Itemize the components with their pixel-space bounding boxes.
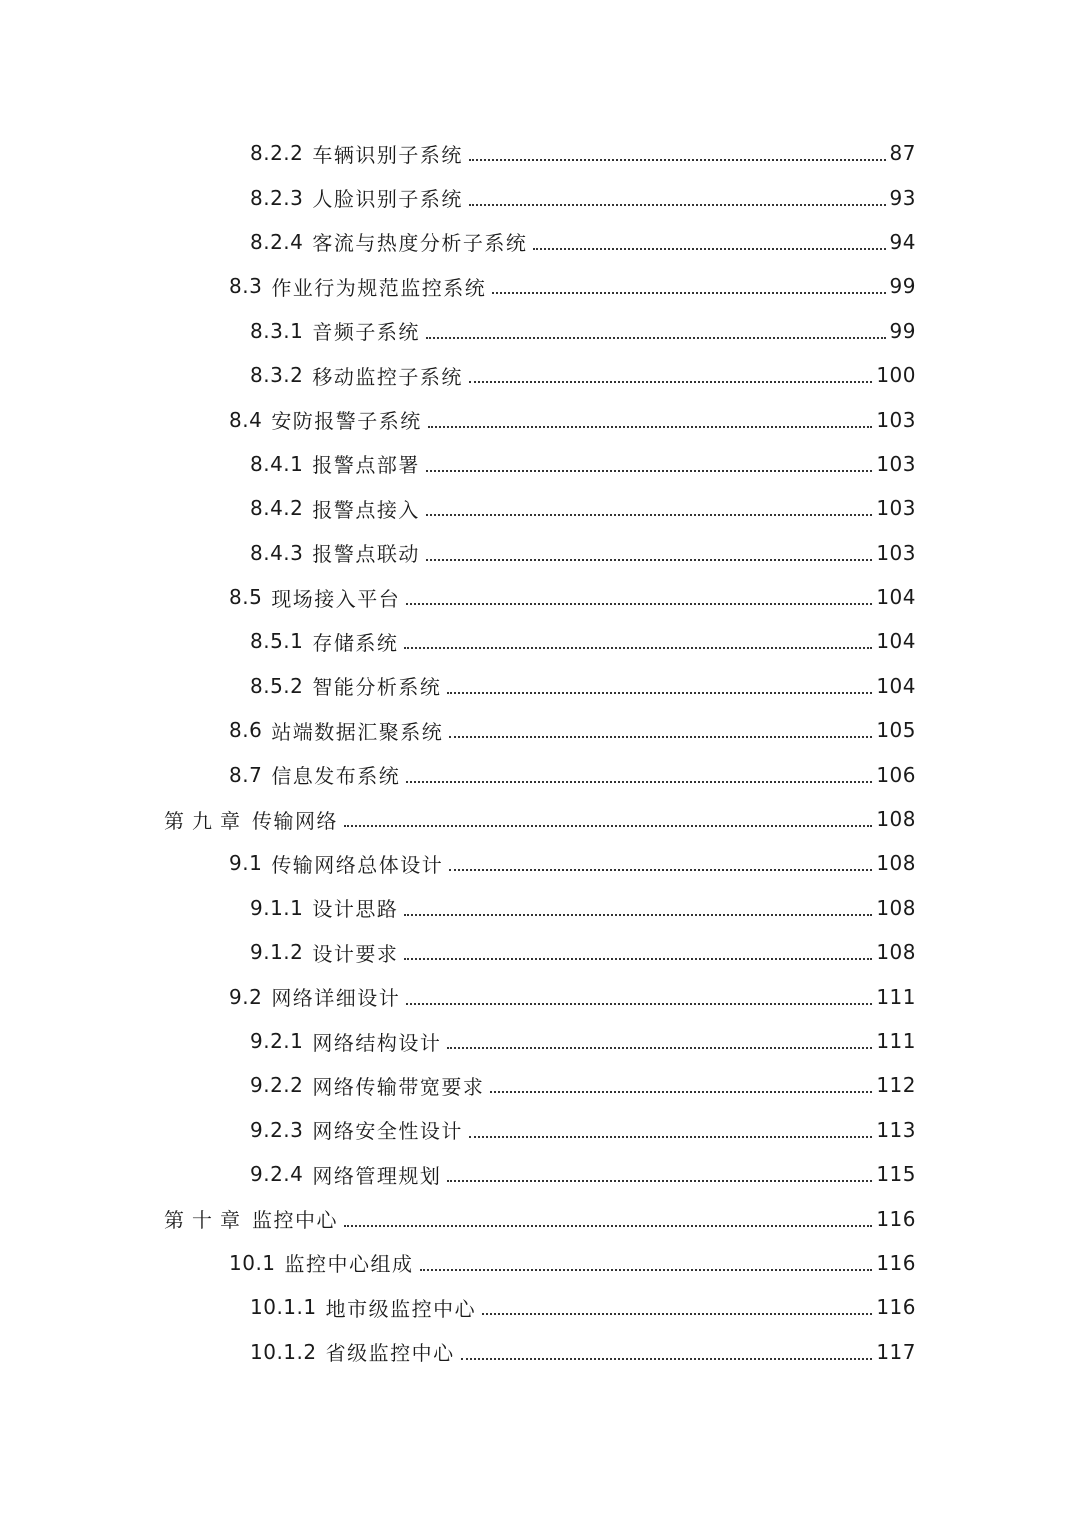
- toc-entry-section: [0, 397, 1080, 441]
- toc-dot-leader: [404, 914, 872, 916]
- toc-entry-section: [0, 841, 1080, 885]
- toc-entry-page-number: 103: [876, 451, 916, 476]
- toc-entry-title: 站端数据汇聚系统: [271, 719, 444, 744]
- toc-entry-number: 8.2.2: [250, 141, 304, 166]
- toc-entry-title: 存储系统: [312, 630, 399, 655]
- toc-entry-page-number: 104: [876, 585, 916, 610]
- toc-dot-leader: [428, 426, 873, 428]
- toc-entry-sub: [0, 1285, 1080, 1329]
- toc-entry-sub: [0, 930, 1080, 974]
- toc-dot-leader: [344, 1225, 872, 1227]
- toc-entry-number: 8.5: [229, 585, 263, 610]
- toc-entry-page-number: 111: [876, 1029, 916, 1053]
- toc-entry-title: 监控中心组成: [284, 1252, 414, 1277]
- toc-entry-title: 车辆识别子系统: [312, 142, 463, 167]
- toc-entry-title: 音频子系统: [312, 320, 420, 345]
- toc-dot-leader: [490, 1091, 872, 1093]
- toc-entry-number: 9.2.1: [250, 1029, 304, 1053]
- toc-entry-page-number: 105: [876, 718, 916, 743]
- toc-entry-section: [0, 708, 1080, 752]
- toc-entry-page-number: 104: [876, 673, 916, 698]
- toc-dot-leader: [404, 958, 872, 960]
- toc-entry-title: 报警点部署: [312, 453, 420, 478]
- toc-entry-title: 信息发布系统: [271, 764, 401, 789]
- toc-entry-number: 8.4: [229, 407, 263, 432]
- toc-entry-number: 9.2: [229, 984, 263, 1009]
- toc-dot-leader: [406, 781, 872, 783]
- toc-entry-page-number: 116: [876, 1206, 916, 1231]
- toc-entry-page-number: 106: [876, 762, 916, 787]
- toc-dot-leader: [420, 1269, 873, 1271]
- toc-entry-number: 10.1.2: [250, 1339, 317, 1364]
- toc-entry-page-number: 113: [876, 1117, 916, 1142]
- toc-entry-page-number: 103: [876, 540, 916, 565]
- toc-entry-page-number: 87: [889, 141, 916, 166]
- toc-entry-page-number: 108: [876, 895, 916, 920]
- toc-entry-title: 智能分析系统: [312, 675, 442, 700]
- toc-entry-page-number: 99: [889, 274, 916, 299]
- toc-entry-section: [0, 974, 1080, 1018]
- toc-entry-sub: [0, 1330, 1080, 1374]
- toc-dot-leader: [482, 1313, 872, 1315]
- toc-entry-number: 8.3: [229, 274, 263, 299]
- toc-entry-page-number: 103: [876, 496, 916, 521]
- toc-entry-title: 安防报警子系统: [271, 409, 422, 434]
- toc-entry-page-number: 111: [876, 984, 916, 1009]
- toc-entry-chapter: [0, 797, 1080, 841]
- toc-entry-number: 8.2.4: [250, 229, 304, 254]
- toc-entry-number: 第十章: [164, 1208, 248, 1233]
- toc-dot-leader: [404, 647, 872, 649]
- toc-entry-title: 移动监控子系统: [312, 364, 463, 389]
- toc-dot-leader: [426, 470, 872, 472]
- toc-entry-page-number: 94: [889, 229, 916, 254]
- toc-entry-page-number: 100: [876, 363, 916, 388]
- table-of-contents: [0, 131, 1080, 1374]
- toc-entry-number: 10.1: [229, 1250, 276, 1275]
- toc-entry-sub: [0, 886, 1080, 930]
- toc-entry-chapter: [0, 1196, 1080, 1240]
- toc-entry-title: 地市级监控中心: [325, 1296, 477, 1321]
- toc-entry-page-number: 117: [876, 1339, 916, 1364]
- toc-entry-number: 8.6: [229, 718, 263, 743]
- toc-entry-page-number: 116: [876, 1295, 916, 1320]
- toc-dot-leader: [492, 292, 885, 294]
- toc-entry-section: [0, 752, 1080, 796]
- toc-entry-title: 网络管理规划: [312, 1163, 442, 1188]
- toc-entry-number: 9.2.4: [250, 1162, 304, 1187]
- toc-dot-leader: [447, 692, 872, 694]
- toc-entry-number: 8.3.1: [250, 318, 304, 343]
- toc-entry-title: 网络详细设计: [271, 986, 401, 1011]
- toc-entry-number: 9.1.2: [250, 940, 304, 965]
- toc-entry-sub: [0, 309, 1080, 353]
- toc-entry-title: 省级监控中心: [325, 1341, 455, 1366]
- toc-entry-number: 8.4.2: [250, 496, 304, 521]
- toc-dot-leader: [447, 1047, 872, 1049]
- toc-dot-leader: [426, 337, 886, 339]
- toc-dot-leader: [406, 1003, 872, 1005]
- toc-dot-leader: [469, 381, 872, 383]
- toc-entry-number: 8.5.1: [250, 629, 304, 654]
- toc-entry-sub: [0, 664, 1080, 708]
- toc-entry-title: 报警点接入: [312, 497, 420, 522]
- toc-entry-section: [0, 264, 1080, 308]
- toc-entry-sub: [0, 353, 1080, 397]
- toc-dot-leader: [447, 1180, 872, 1182]
- toc-entry-number: 8.5.2: [250, 673, 304, 698]
- toc-entry-sub: [0, 175, 1080, 219]
- toc-entry-sub: [0, 131, 1080, 175]
- toc-entry-number: 9.2.2: [250, 1073, 304, 1098]
- toc-entry-number: 8.2.3: [250, 185, 304, 210]
- toc-entry-page-number: 99: [889, 318, 916, 343]
- toc-entry-title: 设计思路: [312, 897, 399, 922]
- toc-dot-leader: [469, 204, 886, 206]
- toc-entry-sub: [0, 1063, 1080, 1107]
- toc-entry-title: 传输网络总体设计: [271, 852, 444, 877]
- toc-dot-leader: [461, 1358, 873, 1360]
- toc-entry-page-number: 112: [876, 1073, 916, 1098]
- toc-entry-number: 8.3.2: [250, 363, 304, 388]
- toc-entry-title: 传输网络: [252, 808, 338, 833]
- toc-entry-title: 监控中心: [252, 1208, 338, 1233]
- toc-entry-number: 第九章: [164, 808, 248, 833]
- toc-entry-number: 9.1: [229, 851, 263, 876]
- toc-entry-title: 报警点联动: [312, 542, 420, 567]
- toc-entry-title: 现场接入平台: [271, 586, 401, 611]
- toc-dot-leader: [449, 869, 872, 871]
- toc-entry-page-number: 108: [876, 851, 916, 876]
- toc-entry-number: 9.2.3: [250, 1117, 304, 1142]
- toc-entry-section: [0, 575, 1080, 619]
- toc-entry-page-number: 93: [889, 185, 916, 210]
- toc-entry-sub: [0, 220, 1080, 264]
- toc-entry-number: 8.4.3: [250, 540, 304, 565]
- toc-entry-sub: [0, 486, 1080, 530]
- toc-entry-number: 8.7: [229, 762, 263, 787]
- toc-entry-title: 网络安全性设计: [312, 1119, 463, 1144]
- toc-entry-sub: [0, 619, 1080, 663]
- toc-entry-sub: [0, 1108, 1080, 1152]
- toc-entry-section: [0, 1241, 1080, 1285]
- toc-dot-leader: [469, 1136, 872, 1138]
- toc-entry-sub: [0, 531, 1080, 575]
- toc-entry-page-number: 108: [876, 940, 916, 965]
- toc-dot-leader: [406, 603, 872, 605]
- toc-entry-sub: [0, 1152, 1080, 1196]
- toc-dot-leader: [426, 514, 872, 516]
- toc-entry-page-number: 108: [876, 807, 916, 832]
- toc-dot-leader: [533, 248, 885, 250]
- toc-entry-number: 10.1.1: [250, 1295, 317, 1320]
- toc-dot-leader: [344, 825, 872, 827]
- toc-entry-sub: [0, 442, 1080, 486]
- toc-entry-title: 作业行为规范监控系统: [271, 275, 487, 300]
- toc-dot-leader: [469, 159, 886, 161]
- toc-entry-page-number: 116: [876, 1250, 916, 1275]
- toc-entry-sub: [0, 1019, 1080, 1063]
- toc-entry-page-number: 103: [876, 407, 916, 432]
- toc-entry-title: 网络传输带宽要求: [312, 1074, 485, 1099]
- toc-entry-number: 8.4.1: [250, 451, 304, 476]
- toc-entry-page-number: 104: [876, 629, 916, 654]
- toc-entry-title: 人脸识别子系统: [312, 187, 463, 212]
- toc-entry-page-number: 115: [876, 1162, 916, 1187]
- toc-entry-title: 客流与热度分析子系统: [312, 231, 528, 256]
- toc-entry-title: 设计要求: [312, 941, 399, 966]
- toc-entry-number: 9.1.1: [250, 895, 304, 920]
- toc-dot-leader: [426, 559, 872, 561]
- toc-dot-leader: [449, 736, 872, 738]
- toc-entry-title: 网络结构设计: [312, 1030, 442, 1055]
